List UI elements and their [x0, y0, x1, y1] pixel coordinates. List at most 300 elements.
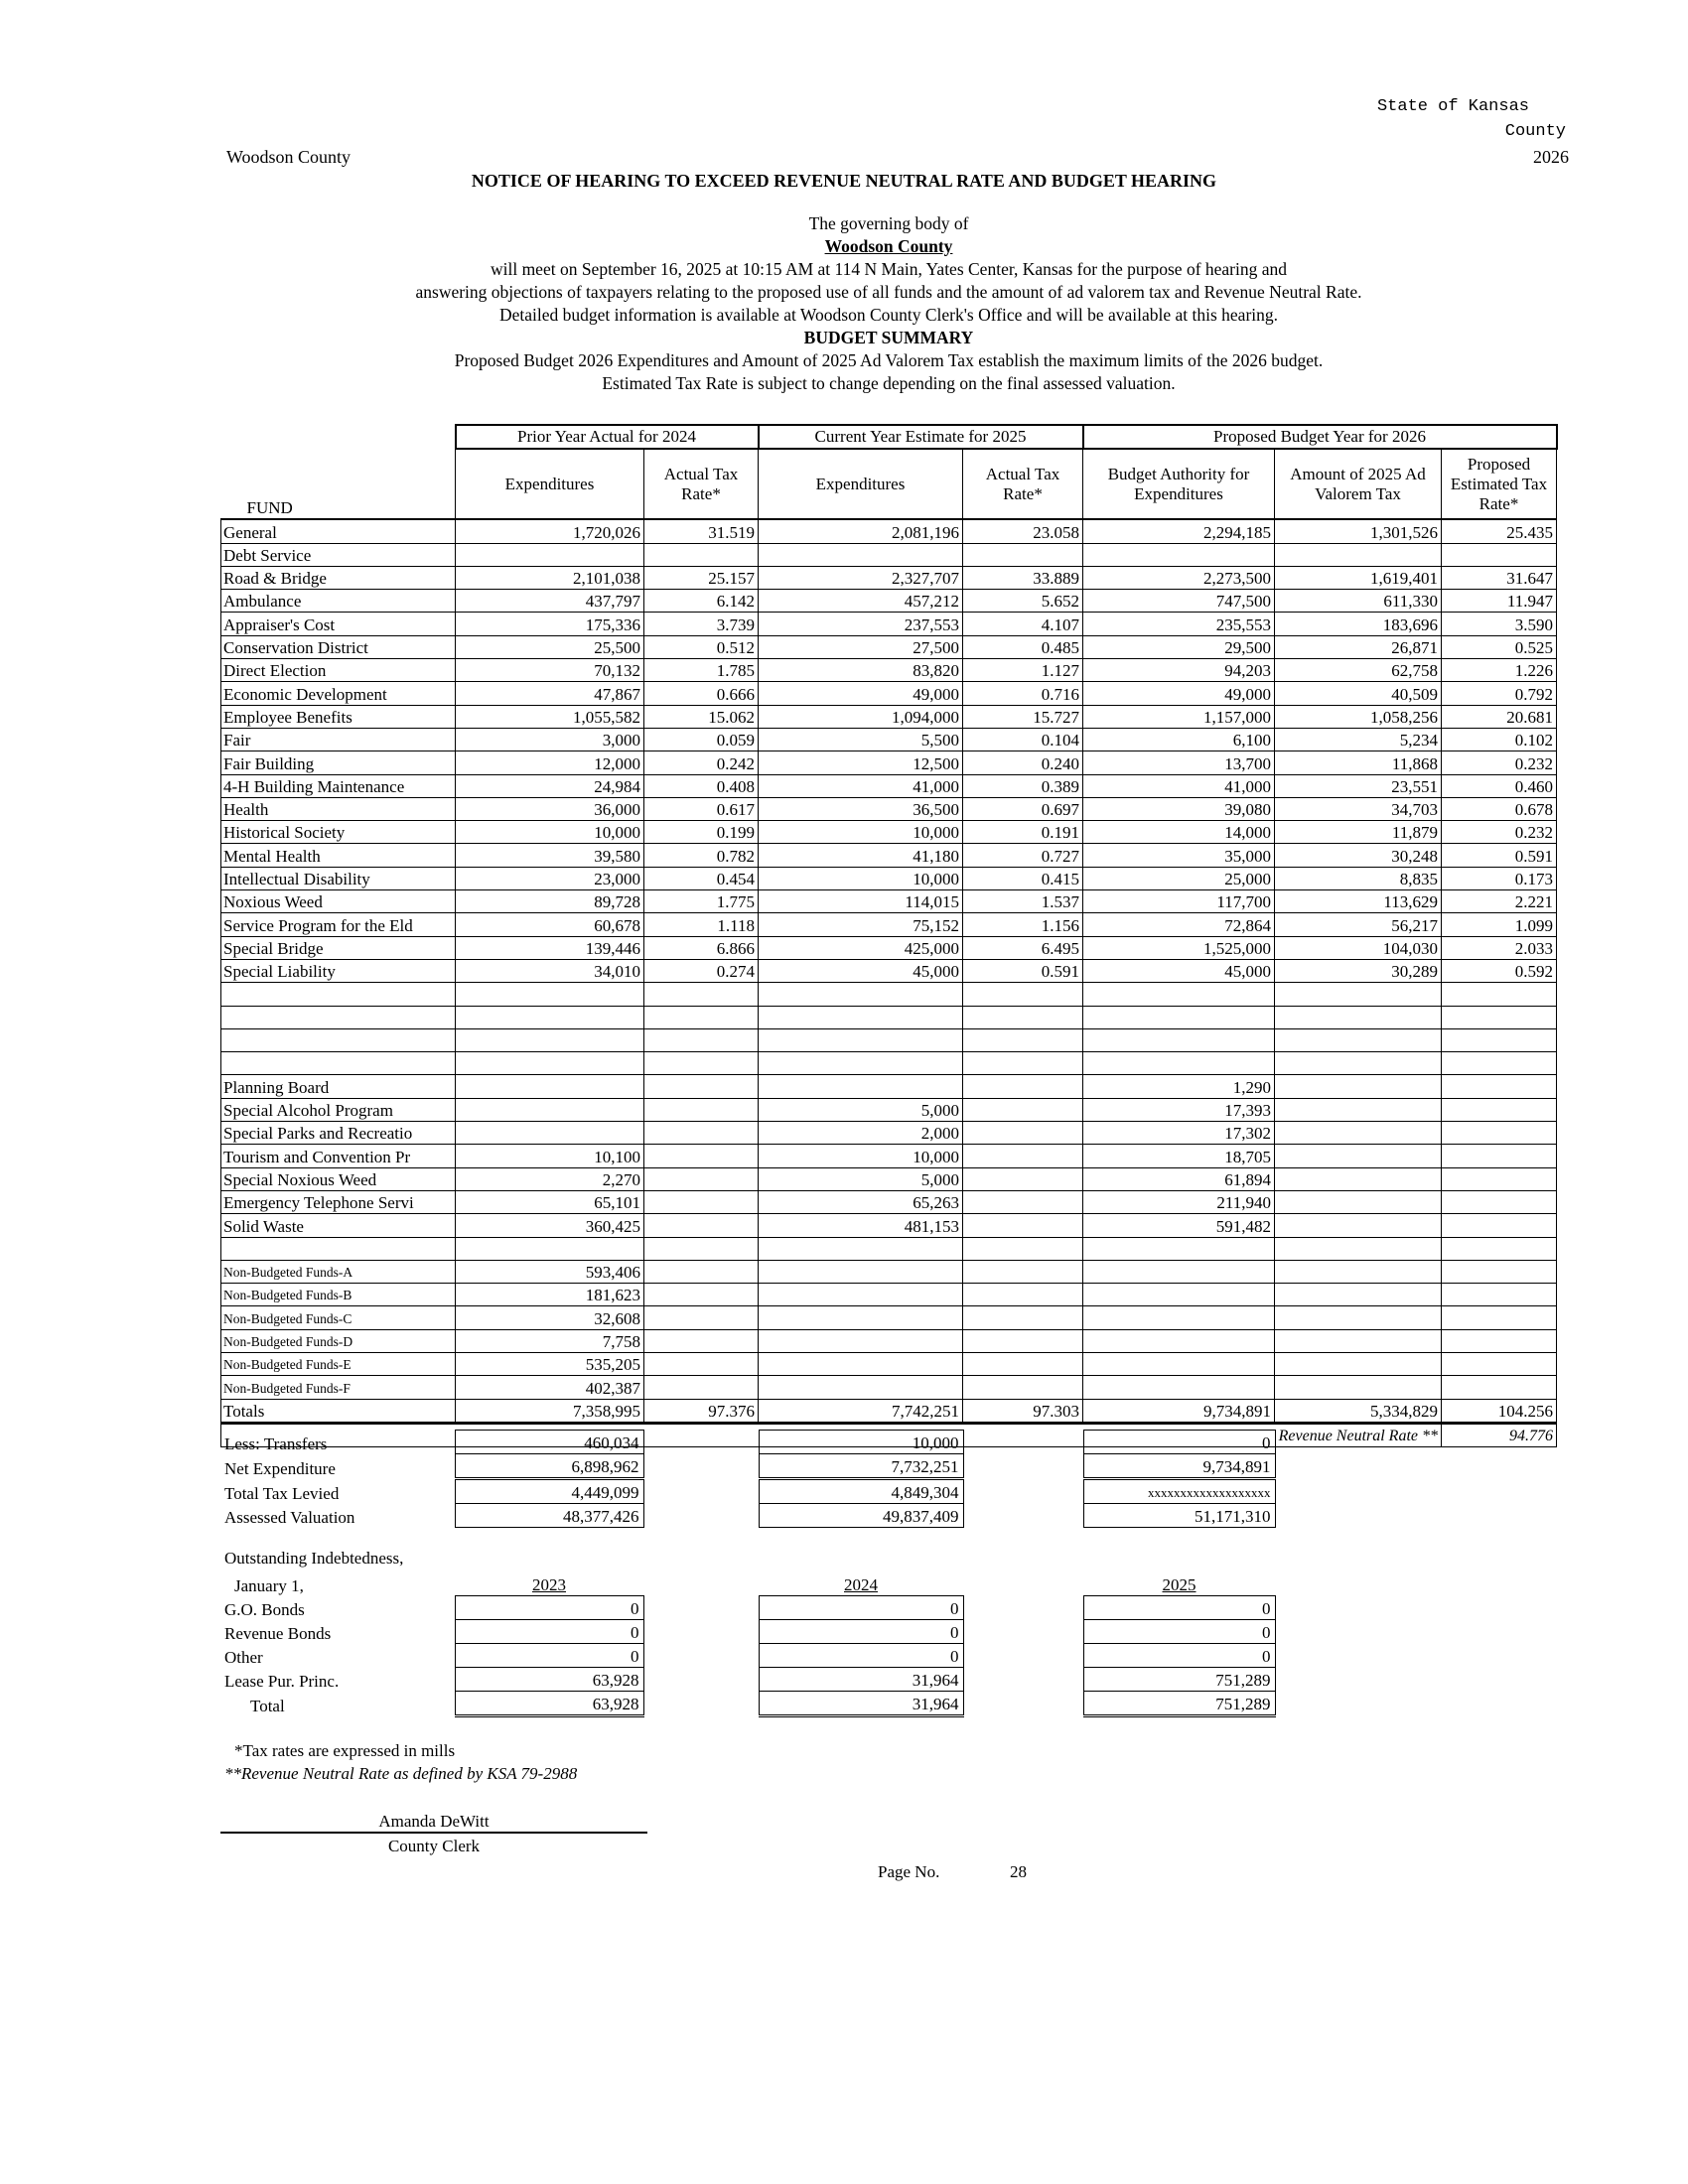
value-cell	[644, 1214, 759, 1237]
fund-name-cell	[221, 1028, 456, 1051]
value-cell: 113,629	[1275, 890, 1442, 913]
fund-name-cell: Special Bridge	[221, 936, 456, 959]
spacer-cell	[963, 1454, 1083, 1479]
value-cell: 104.256	[1442, 1399, 1557, 1423]
value-cell	[759, 1052, 963, 1075]
value-cell	[456, 1098, 644, 1121]
fund-name-cell: Solid Waste	[221, 1214, 456, 1237]
budget-summary-table	[220, 424, 1558, 1447]
summary-label: Net Expenditure	[224, 1458, 336, 1478]
value-cell: 11,879	[1275, 821, 1442, 844]
table-row	[221, 1098, 1557, 1121]
value-cell	[644, 1145, 759, 1167]
value-cell: 10,100	[456, 1145, 644, 1167]
value-cell	[1442, 543, 1557, 566]
value-cell: 0.525	[1442, 635, 1557, 658]
value-cell	[1083, 1006, 1275, 1028]
value-cell: 1.785	[644, 659, 759, 682]
value-cell	[1083, 1052, 1275, 1075]
value-cell: 56,217	[1275, 913, 1442, 936]
county-label: County	[1504, 122, 1566, 141]
value-cell: 61,894	[1083, 1167, 1275, 1190]
spacer-cell	[643, 1479, 759, 1504]
value-cell	[1442, 1190, 1557, 1213]
value-cell: 2.221	[1442, 890, 1557, 913]
value-cell: 33.889	[963, 566, 1083, 589]
value-cell	[644, 543, 759, 566]
value-cell	[759, 1260, 963, 1283]
value-cell	[644, 1098, 759, 1121]
summary-value-2024: 48,377,426	[455, 1504, 643, 1528]
fund-name-cell: Non-Budgeted Funds-F	[221, 1376, 456, 1399]
value-cell	[963, 1028, 1083, 1051]
table-row	[221, 913, 1557, 936]
summary-row	[220, 1454, 1275, 1479]
value-cell: 437,797	[456, 590, 644, 613]
value-cell: 6,100	[1083, 728, 1275, 751]
table-row	[221, 1190, 1557, 1213]
value-cell	[1442, 1214, 1557, 1237]
value-cell: 5,000	[759, 1098, 963, 1121]
value-cell: 611,330	[1275, 590, 1442, 613]
table-row	[221, 797, 1557, 820]
value-cell: 0.274	[644, 959, 759, 982]
col-header-expenditures-2025: Expenditures	[759, 449, 963, 519]
value-cell: 6.866	[644, 936, 759, 959]
value-cell: 31.647	[1442, 566, 1557, 589]
fund-name-cell: 4-H Building Maintenance	[221, 774, 456, 797]
intro-county: Woodson County	[824, 236, 953, 256]
value-cell	[1442, 1167, 1557, 1190]
summary-row	[220, 1431, 1275, 1454]
debt-value-2024: 0	[759, 1596, 963, 1620]
value-cell: 6.142	[644, 590, 759, 613]
value-cell: 34,010	[456, 959, 644, 982]
value-cell: 1.226	[1442, 659, 1557, 682]
value-cell: 235,553	[1083, 613, 1275, 635]
value-cell: 23.058	[963, 519, 1083, 543]
value-cell: 0.191	[963, 821, 1083, 844]
intro-line-4: answering objections of taxpayers relating to the proposed use of all funds and the amount of ad valorem tax and Revenue Neutral Rate.	[415, 282, 1362, 302]
notice-title: NOTICE OF HEARING TO EXCEED REVENUE NEUTRAL RATE AND BUDGET HEARING	[471, 171, 1217, 191]
debt-value-2023: 63,928	[455, 1692, 643, 1716]
value-cell: 183,696	[1275, 613, 1442, 635]
spacer-cell	[963, 1596, 1083, 1620]
value-cell: 1,525,000	[1083, 936, 1275, 959]
value-cell: 6.495	[963, 936, 1083, 959]
value-cell: 0.727	[963, 844, 1083, 867]
value-cell: 26,871	[1275, 635, 1442, 658]
value-cell: 0.240	[963, 751, 1083, 774]
value-cell	[963, 1237, 1083, 1260]
value-cell	[963, 1352, 1083, 1375]
debt-row	[220, 1620, 1275, 1644]
value-cell: 0.792	[1442, 682, 1557, 705]
value-cell	[1083, 1352, 1275, 1375]
value-cell: 24,984	[456, 774, 644, 797]
fund-name-cell: Noxious Weed	[221, 890, 456, 913]
value-cell: 47,867	[456, 682, 644, 705]
value-cell: 0.454	[644, 867, 759, 889]
value-cell: 114,015	[759, 890, 963, 913]
value-cell: 5,334,829	[1275, 1399, 1442, 1423]
revenue-neutral-rate-label: Revenue Neutral Rate **	[221, 1423, 1442, 1446]
debt-value-2024: 31,964	[759, 1692, 963, 1716]
value-cell: 1,720,026	[456, 519, 644, 543]
value-cell	[759, 1376, 963, 1399]
fund-name-cell	[221, 983, 456, 1006]
value-cell	[1275, 1376, 1442, 1399]
value-cell	[1442, 1028, 1557, 1051]
value-cell	[644, 1075, 759, 1098]
intro-line-1: The governing body of	[808, 213, 969, 233]
value-cell	[1275, 1028, 1442, 1051]
value-cell	[759, 1028, 963, 1051]
table-row	[221, 1329, 1557, 1352]
debt-label: Revenue Bonds	[224, 1623, 332, 1643]
summary-value-2024: 6,898,962	[455, 1454, 643, 1479]
value-cell	[963, 1306, 1083, 1329]
spacer-cell	[643, 1644, 759, 1668]
fund-name-cell: Totals	[221, 1399, 456, 1423]
value-cell: 1,157,000	[1083, 705, 1275, 728]
col-header-budget-authority: Budget Authority for Expenditures	[1083, 449, 1275, 519]
value-cell	[1083, 1028, 1275, 1051]
debt-value-2025: 0	[1083, 1620, 1275, 1644]
value-cell: 4.107	[963, 613, 1083, 635]
value-cell: 25.435	[1442, 519, 1557, 543]
table-row	[221, 983, 1557, 1006]
spacer-cell	[643, 1454, 759, 1479]
value-cell	[1275, 543, 1442, 566]
value-cell: 45,000	[1083, 959, 1275, 982]
summary-label: Assessed Valuation	[224, 1507, 355, 1527]
spacer-cell	[963, 1644, 1083, 1668]
value-cell: 0.232	[1442, 821, 1557, 844]
value-cell: 70,132	[456, 659, 644, 682]
value-cell	[963, 1167, 1083, 1190]
table-row	[221, 682, 1557, 705]
table-row	[221, 705, 1557, 728]
debt-value-2023: 63,928	[455, 1668, 643, 1692]
value-cell: 39,080	[1083, 797, 1275, 820]
table-row	[221, 867, 1557, 889]
value-cell: 593,406	[456, 1260, 644, 1283]
value-cell	[1442, 1075, 1557, 1098]
value-cell: 25,000	[1083, 867, 1275, 889]
value-cell	[759, 1306, 963, 1329]
fund-name-cell: Mental Health	[221, 844, 456, 867]
value-cell: 0.415	[963, 867, 1083, 889]
table-row	[221, 1376, 1557, 1399]
value-cell	[456, 1122, 644, 1145]
spacer-cell	[643, 1596, 759, 1620]
value-cell: 237,553	[759, 613, 963, 635]
value-cell	[644, 1028, 759, 1051]
table-row	[221, 1352, 1557, 1375]
value-cell: 1.537	[963, 890, 1083, 913]
value-cell: 5,000	[759, 1167, 963, 1190]
value-cell: 9,734,891	[1083, 1399, 1275, 1423]
table-row	[221, 774, 1557, 797]
value-cell	[456, 1028, 644, 1051]
summary-value-2024: 4,449,099	[455, 1479, 643, 1504]
value-cell	[456, 1052, 644, 1075]
value-cell	[963, 1214, 1083, 1237]
value-cell: 72,864	[1083, 913, 1275, 936]
value-cell: 41,000	[1083, 774, 1275, 797]
fund-name-cell: Intellectual Disability	[221, 867, 456, 889]
value-cell: 27,500	[759, 635, 963, 658]
value-cell	[1442, 1122, 1557, 1145]
value-cell	[963, 1006, 1083, 1028]
summary-value-2026: 9,734,891	[1083, 1454, 1275, 1479]
fund-name-cell: Special Parks and Recreatio	[221, 1122, 456, 1145]
value-cell: 3,000	[456, 728, 644, 751]
value-cell	[1083, 1376, 1275, 1399]
value-cell: 49,000	[759, 682, 963, 705]
value-cell: 2,327,707	[759, 566, 963, 589]
value-cell: 1.775	[644, 890, 759, 913]
value-cell	[1442, 1352, 1557, 1375]
value-cell: 30,289	[1275, 959, 1442, 982]
fund-name-cell: Non-Budgeted Funds-C	[221, 1306, 456, 1329]
value-cell	[963, 1329, 1083, 1352]
value-cell	[644, 1284, 759, 1306]
summary-row	[220, 1504, 1275, 1528]
county-name: Woodson County	[226, 147, 352, 167]
debt-subtitle: January 1,	[234, 1575, 304, 1595]
col-header-ad-valorem: Amount of 2025 Ad Valorem Tax	[1275, 449, 1442, 519]
value-cell: 94,203	[1083, 659, 1275, 682]
value-cell: 0.697	[963, 797, 1083, 820]
value-cell	[1442, 1260, 1557, 1283]
value-cell	[1275, 1306, 1442, 1329]
value-cell	[963, 1098, 1083, 1121]
debt-value-2024: 31,964	[759, 1668, 963, 1692]
value-cell	[644, 1352, 759, 1375]
table-row	[221, 890, 1557, 913]
debt-label: Lease Pur. Princ.	[224, 1671, 340, 1691]
debt-value-2024: 0	[759, 1620, 963, 1644]
value-cell	[759, 1352, 963, 1375]
value-cell: 17,393	[1083, 1098, 1275, 1121]
value-cell: 12,000	[456, 751, 644, 774]
value-cell: 747,500	[1083, 590, 1275, 613]
value-cell: 29,500	[1083, 635, 1275, 658]
value-cell: 10,000	[759, 1145, 963, 1167]
value-cell: 41,000	[759, 774, 963, 797]
fund-name-cell: Appraiser's Cost	[221, 613, 456, 635]
value-cell: 1,301,526	[1275, 519, 1442, 543]
value-cell: 0.617	[644, 797, 759, 820]
debt-label: Other	[224, 1647, 263, 1667]
value-cell	[1275, 1284, 1442, 1306]
fund-name-cell: Health	[221, 797, 456, 820]
value-cell	[644, 983, 759, 1006]
spacer-cell	[963, 1431, 1083, 1454]
budget-summary-heading: BUDGET SUMMARY	[803, 328, 974, 347]
value-cell: 14,000	[1083, 821, 1275, 844]
value-cell	[1275, 1352, 1442, 1375]
value-cell	[1442, 983, 1557, 1006]
value-cell	[1442, 1006, 1557, 1028]
value-cell: 11.947	[1442, 590, 1557, 613]
value-cell: 12,500	[759, 751, 963, 774]
fund-name-cell: Emergency Telephone Servi	[221, 1190, 456, 1213]
fund-name-cell: Economic Development	[221, 682, 456, 705]
value-cell: 20.681	[1442, 705, 1557, 728]
value-cell: 0.242	[644, 751, 759, 774]
value-cell	[759, 1284, 963, 1306]
table-row	[221, 1237, 1557, 1260]
debt-value-2023: 0	[455, 1644, 643, 1668]
value-cell: 8,835	[1275, 867, 1442, 889]
fund-name-cell: Planning Board	[221, 1075, 456, 1098]
table-row	[221, 590, 1557, 613]
fund-name-cell: Non-Budgeted Funds-D	[221, 1329, 456, 1352]
spacer-cell	[643, 1431, 759, 1454]
value-cell	[1442, 1052, 1557, 1075]
table-row	[221, 635, 1557, 658]
col-header-tax-rate-2024: Actual Tax Rate*	[644, 449, 759, 519]
value-cell: 0.666	[644, 682, 759, 705]
value-cell: 535,205	[456, 1352, 644, 1375]
value-cell: 2,294,185	[1083, 519, 1275, 543]
summary-value-2024: 460,034	[455, 1431, 643, 1454]
value-cell: 0.408	[644, 774, 759, 797]
value-cell: 36,500	[759, 797, 963, 820]
table-row	[221, 1028, 1557, 1051]
value-cell: 2,000	[759, 1122, 963, 1145]
summary-block	[220, 1430, 1276, 1528]
state-label: State of Kansas	[1376, 97, 1529, 116]
value-cell: 2.033	[1442, 936, 1557, 959]
value-cell	[759, 983, 963, 1006]
fund-name-cell: Non-Budgeted Funds-A	[221, 1260, 456, 1283]
value-cell	[1442, 1098, 1557, 1121]
value-cell: 117,700	[1083, 890, 1275, 913]
value-cell	[963, 1122, 1083, 1145]
value-cell: 15.062	[644, 705, 759, 728]
debt-label: Total	[250, 1696, 285, 1715]
debt-value-2023: 0	[455, 1596, 643, 1620]
value-cell: 10,000	[456, 821, 644, 844]
fund-name-cell: Special Alcohol Program	[221, 1098, 456, 1121]
value-cell: 3.739	[644, 613, 759, 635]
value-cell: 23,000	[456, 867, 644, 889]
value-cell	[963, 1052, 1083, 1075]
debt-value-2025: 0	[1083, 1644, 1275, 1668]
value-cell: 1,094,000	[759, 705, 963, 728]
fund-column-header: FUND	[221, 449, 456, 519]
summary-row	[220, 1479, 1275, 1504]
value-cell	[1275, 1052, 1442, 1075]
value-cell	[759, 1237, 963, 1260]
value-cell: 31.519	[644, 519, 759, 543]
table-row	[221, 1284, 1557, 1306]
value-cell: 7,758	[456, 1329, 644, 1352]
value-cell: 1.099	[1442, 913, 1557, 936]
debt-label: G.O. Bonds	[224, 1599, 305, 1619]
table-row	[221, 543, 1557, 566]
debt-value-2023: 0	[455, 1620, 643, 1644]
table-row	[221, 659, 1557, 682]
header-blank	[221, 425, 456, 449]
table-row	[221, 844, 1557, 867]
value-cell	[759, 1006, 963, 1028]
table-row	[221, 1052, 1557, 1075]
intro-line-3: will meet on September 16, 2025 at 10:15 AM at 114 N Main, Yates Center, Kansas for the purpose of hearing and	[490, 259, 1288, 279]
value-cell	[1275, 1214, 1442, 1237]
value-cell: 97.303	[963, 1399, 1083, 1423]
value-cell: 5,500	[759, 728, 963, 751]
value-cell	[1275, 1006, 1442, 1028]
value-cell	[644, 1052, 759, 1075]
col-header-tax-rate-2025: Actual Tax Rate*	[963, 449, 1083, 519]
revenue-neutral-rate-value: 94.776	[1442, 1423, 1557, 1446]
value-cell: 39,580	[456, 844, 644, 867]
value-cell: 35,000	[1083, 844, 1275, 867]
table-row	[221, 1006, 1557, 1028]
value-cell: 181,623	[456, 1284, 644, 1306]
spacer-cell	[963, 1620, 1083, 1644]
value-cell	[1083, 1237, 1275, 1260]
value-cell	[644, 1190, 759, 1213]
fund-name-cell: Non-Budgeted Funds-B	[221, 1284, 456, 1306]
debt-row	[220, 1644, 1275, 1668]
debt-row	[220, 1668, 1275, 1692]
value-cell	[1083, 543, 1275, 566]
debt-value-2025: 751,289	[1083, 1668, 1275, 1692]
value-cell: 3.590	[1442, 613, 1557, 635]
table-row	[221, 613, 1557, 635]
value-cell	[1083, 1306, 1275, 1329]
spacer-cell	[643, 1692, 759, 1716]
value-cell: 25,500	[456, 635, 644, 658]
value-cell: 10,000	[759, 821, 963, 844]
value-cell	[1083, 983, 1275, 1006]
value-cell: 1,055,582	[456, 705, 644, 728]
value-cell: 5.652	[963, 590, 1083, 613]
value-cell	[759, 1075, 963, 1098]
value-cell: 36,000	[456, 797, 644, 820]
table-row	[221, 1122, 1557, 1145]
debt-value-2024: 0	[759, 1644, 963, 1668]
group-header-2026: Proposed Budget Year for 2026	[1083, 425, 1557, 449]
fund-name-cell: Special Noxious Weed	[221, 1167, 456, 1190]
value-cell	[1442, 1306, 1557, 1329]
value-cell: 0.389	[963, 774, 1083, 797]
value-cell	[759, 543, 963, 566]
intro-line-5: Detailed budget information is available at Woodson County Clerk's Office and will be available at this hearing.	[498, 305, 1279, 325]
value-cell	[1442, 1284, 1557, 1306]
value-cell: 0.485	[963, 635, 1083, 658]
value-cell	[456, 1075, 644, 1098]
table-row	[221, 1306, 1557, 1329]
value-cell: 0.199	[644, 821, 759, 844]
value-cell	[963, 1260, 1083, 1283]
value-cell	[644, 1237, 759, 1260]
value-cell: 2,101,038	[456, 566, 644, 589]
value-cell: 211,940	[1083, 1190, 1275, 1213]
table-row	[221, 566, 1557, 589]
value-cell	[1275, 1237, 1442, 1260]
value-cell: 15.727	[963, 705, 1083, 728]
fund-name-cell: Special Liability	[221, 959, 456, 982]
value-cell: 7,742,251	[759, 1399, 963, 1423]
value-cell: 32,608	[456, 1306, 644, 1329]
